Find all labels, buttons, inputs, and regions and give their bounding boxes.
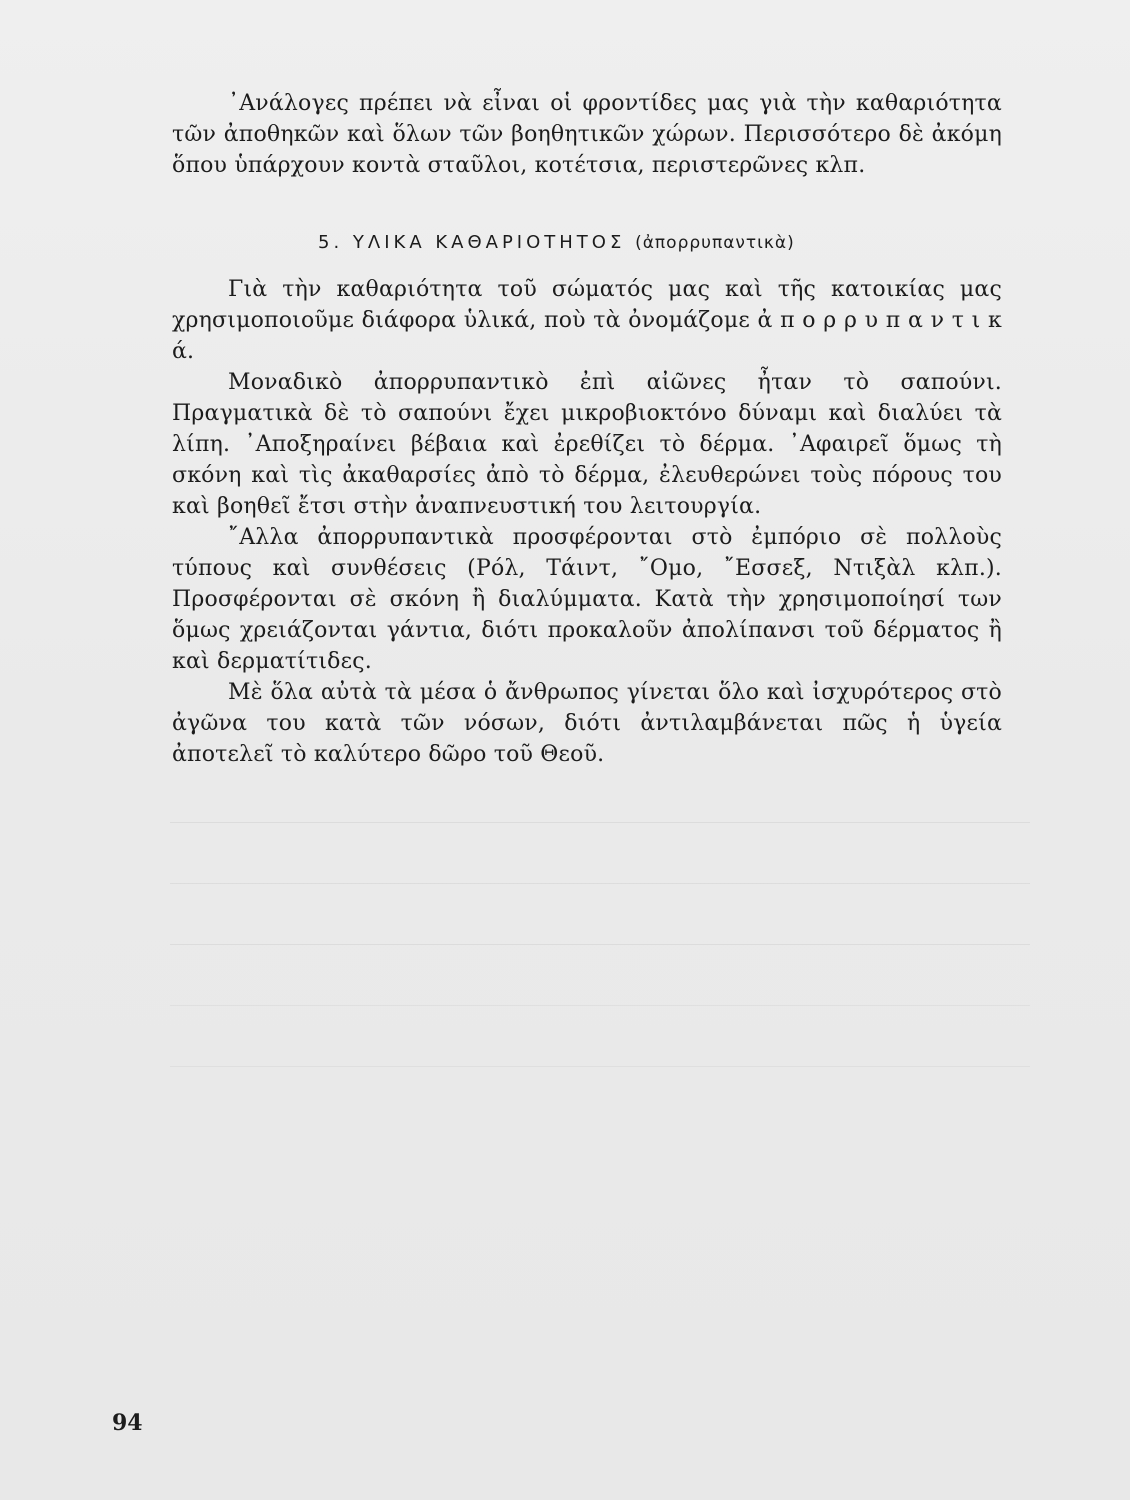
section-body bbox=[172, 274, 1002, 770]
body-paragraph: ῎Αλλα ἀπορρυπαντικὰ προσφέρονται στὸ ἐμπόριο σὲ πολλοὺς τύπους καὶ συνθέσεις (Ρόλ, Τάιντ, ῎Ομο, ῎Εσσεξ, Ντιξὰλ κλπ.). Προσφέρονται σὲ σκόνη ἢ διαλύμματα. Κατὰ τὴν χρησιμοποίησί των ὅμως χρειάζονται γάντια, διότι προκαλοῦν ἀπολίπανσι τοῦ δέρματος ἢ καὶ δερματίτιδες. bbox=[172, 525, 1002, 674]
body-paragraph: Μοναδικὸ ἀπορρυπαντικὸ ἐπὶ αἰῶνες ἦταν τὸ σαπούνι. Πραγματικὰ δὲ τὸ σαπούνι ἔχει μικροβιοκτόνο δύναμι καὶ διαλύει τὰ λίπη. ᾿Αποξηραίνει βέβαια καὶ ἐρεθίζει τὸ δέρμα. ᾿Αφαιρεῖ ὅμως τὴ σκόνη καὶ τὶς ἀκαθαρσίες ἀπὸ τὸ δέρμα, ἐλευθερώνει τοὺς πόρους του καὶ βοηθεῖ ἔτσι στὴν ἀναπνευστική του λειτουργία. bbox=[172, 370, 1002, 519]
section-heading-title: 5. ΥΛΙΚΑ ΚΑΘΑΡΙΟΤΗΤΟΣ bbox=[318, 232, 626, 253]
body-paragraph: Γιὰ τὴν καθαριότητα τοῦ σώματός μας καὶ τῆς κατοικίας μας χρησιμοποιοῦμε διάφορα ὑλικά, ποὺ τὰ ὀνομάζομε ἀ π ο ρ ρ υ π α ν τ ι κ ά. bbox=[172, 277, 1002, 364]
bleed-through-texture bbox=[170, 810, 1030, 1170]
page-number: 94 bbox=[112, 1410, 143, 1436]
body-paragraph: Μὲ ὅλα αὐτὰ τὰ μέσα ὁ ἄνθρωπος γίνεται ὅλο καὶ ἰσχυρότερος στὸ ἀγῶνα του κατὰ τῶν νόσων, διότι ἀντιλαμβάνεται πῶς ἡ ὑγεία ἀποτελεῖ τὸ καλύτερο δῶρο τοῦ Θεοῦ. bbox=[172, 680, 1002, 767]
section-heading bbox=[318, 232, 795, 253]
intro-paragraph-block bbox=[172, 88, 1002, 181]
section-heading-subtitle: (ἀπορρυπαντικὰ) bbox=[635, 233, 795, 253]
intro-paragraph: ᾿Ανάλογες πρέπει νὰ εἶναι οἱ φροντίδες μας γιὰ τὴν καθαριότητα τῶν ἀποθηκῶν καὶ ὅλων τῶν βοηθητικῶν χώρων. Περισσότερο δὲ ἀκόμη ὅπου ὑπάρχουν κοντὰ σταῦλοι, κοτέτσια, περιστερῶνες κλπ. bbox=[172, 91, 1002, 178]
